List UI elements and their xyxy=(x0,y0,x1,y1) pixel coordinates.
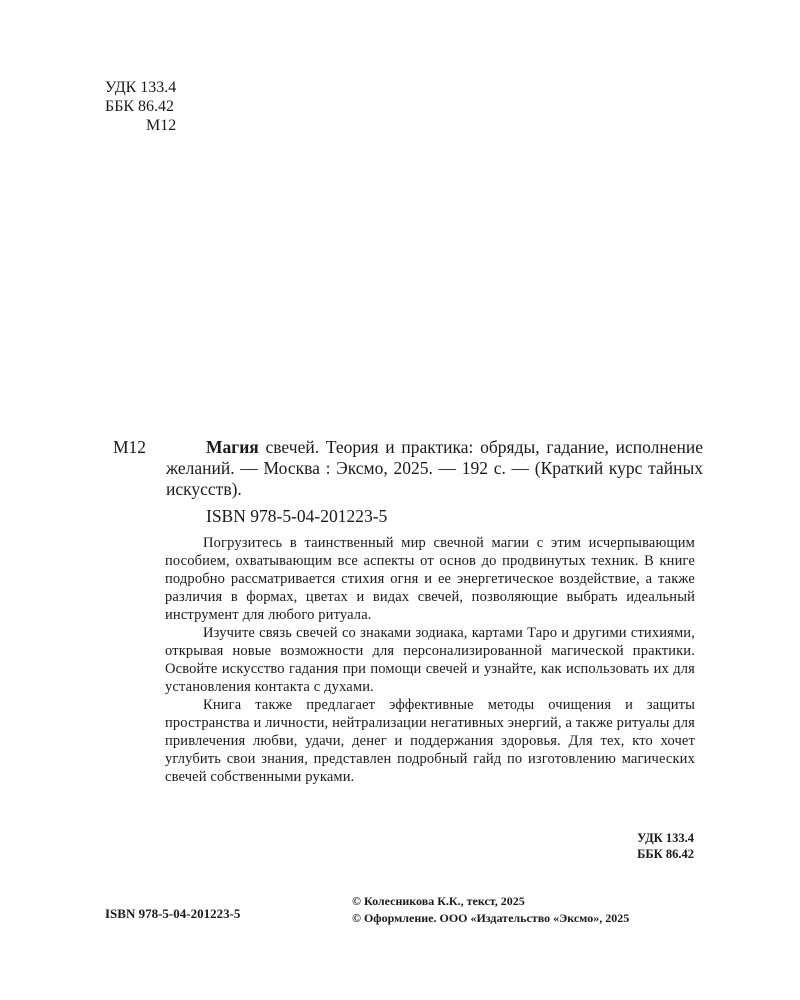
annotation-paragraph: Погрузитесь в таинственный мир свечной магии с этим исчерпывающим пособием, охватывающим все аспекты от основ до продвинутых техник. В книге подробно рассматривается стихия огня и ее энергетическое воздействие, а также различия в формах, цветах и видах свечей, позволяющие выбрать идеальный инструмент для любого ритуала. xyxy=(165,535,695,623)
top-classification-codes xyxy=(105,78,176,135)
isbn-bottom: ISBN 978-5-04-201223-5 xyxy=(105,906,241,921)
copyright-author: © Колесникова К.К., текст, 2025 xyxy=(352,894,525,908)
entry-author-mark: М12 xyxy=(113,437,147,457)
entry-text xyxy=(166,437,703,500)
entry-description: свечей. Теория и практика: обряды, гадание, исполнение желаний. — Москва : Эксмо, 2025. — 192 с. — (Краткий курс тайных искусств). xyxy=(166,437,703,499)
annotation-paragraph: Изучите связь свечей со знаками зодиака, картами Таро и другими стихиями, открывая новые возможности для персонализированной магической практики. Освойте искусство гадания при помощи свечей и узнайте, как использовать их для установления контакта с духами. xyxy=(165,625,695,695)
bottom-classification-codes xyxy=(637,830,694,862)
bbk-code: ББК 86.42 xyxy=(105,98,175,115)
bibliographic-entry xyxy=(113,437,703,500)
entry-title-bold: Магия xyxy=(206,437,259,457)
bottom-bbk-code: ББК 86.42 xyxy=(637,847,694,861)
annotation xyxy=(165,534,695,786)
bottom-udk-code: УДК 133.4 xyxy=(637,831,694,845)
copyright-design: © Оформление. ООО «Издательство «Эксмо», 2025 xyxy=(352,911,630,925)
isbn-line: ISBN 978-5-04-201223-5 xyxy=(206,506,388,526)
author-mark: М12 xyxy=(146,117,177,134)
annotation-paragraph: Книга также предлагает эффективные методы очищения и защиты пространства и личности, нейтрализации негативных энергий, а также ритуалы для привлечения любви, удачи, денег и поддержания здоровья. Для тех, кто хочет углубить свои знания, представлен подробный гайд по изготовлению магических свечей собственными руками. xyxy=(165,697,695,785)
copyright-block xyxy=(352,893,629,927)
udk-code: УДК 133.4 xyxy=(105,79,177,96)
